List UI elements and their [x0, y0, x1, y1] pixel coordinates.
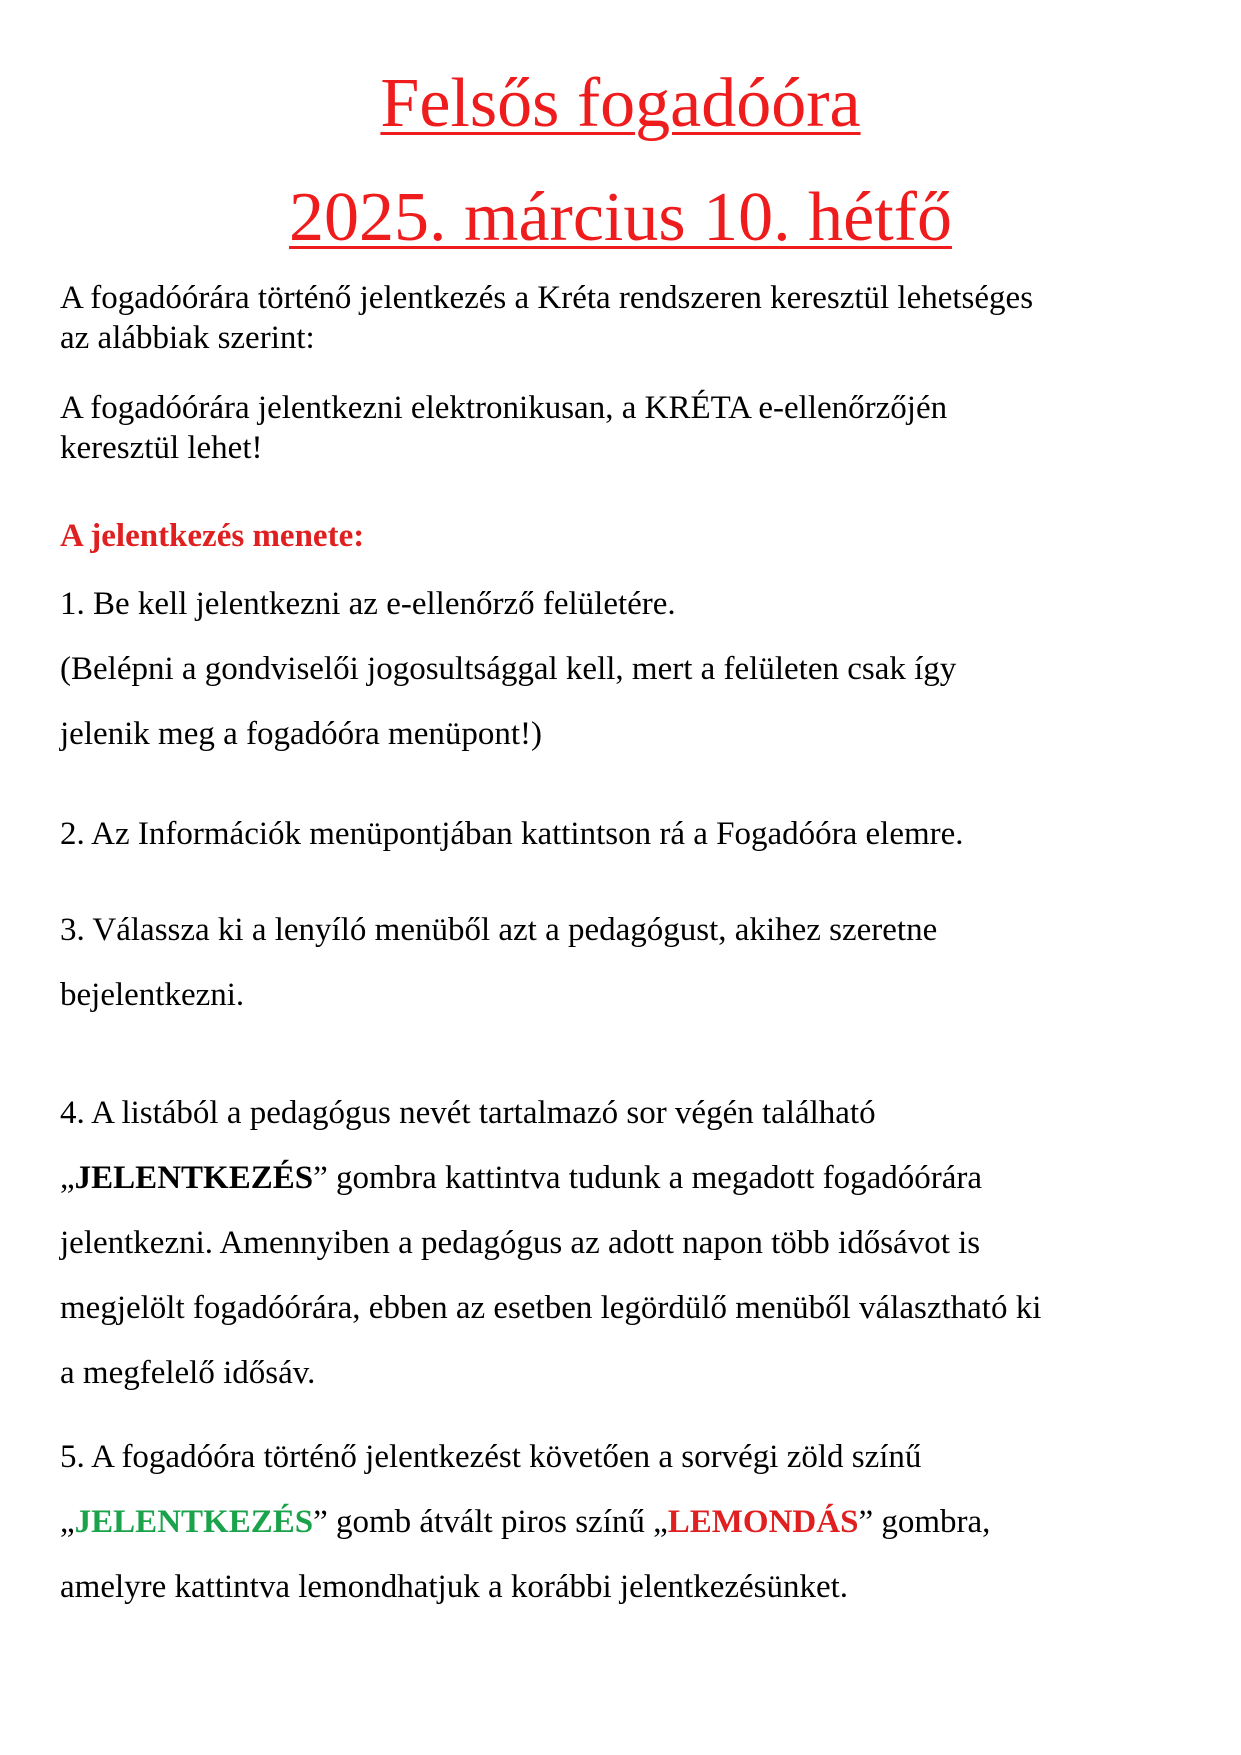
step-line: 1. Be kell jelentkezni az e-ellenőrző felületére.: [60, 586, 676, 622]
step-text: ” gomb átvált piros színű „: [313, 1504, 668, 1540]
step-line: 4. A listából a pedagógus nevét tartalmazó sor végén található: [60, 1095, 876, 1131]
intro-paragraph-2: [60, 388, 1190, 468]
step-text: ” gombra kattintva tudunk a megadott fogadóórára: [313, 1160, 983, 1196]
step-line: [60, 1146, 1190, 1211]
intro-line: az alábbiak szerint:: [60, 320, 315, 356]
step-3: [60, 898, 1190, 1028]
open-quote: „: [60, 1160, 75, 1196]
jelentkezes-green-label: JELENTKEZÉS: [74, 1504, 314, 1540]
step-line: amelyre kattintva lemondhatjuk a korábbi jelentkezésünket.: [60, 1569, 849, 1605]
page-title-text: Felsős fogadóóra: [380, 65, 861, 142]
section-heading: A jelentkezés menete:: [60, 518, 365, 554]
step-line: bejelentkezni.: [60, 977, 245, 1013]
intro-paragraph-1: [60, 278, 1190, 358]
step-line: 2. Az Információk menüpontjában kattintson rá a Fogadóóra elemre.: [60, 816, 964, 852]
step-text: ” gombra,: [858, 1504, 991, 1540]
step-2: [60, 802, 1190, 867]
event-date-text: 2025. március 10. hétfő: [289, 179, 952, 256]
intro-line: keresztül lehet!: [60, 430, 263, 466]
step-line: megjelölt fogadóórára, ebben az esetben legördülő menüből választható ki: [60, 1290, 1042, 1326]
step-5: [60, 1425, 1190, 1620]
lemondas-red-label: LEMONDÁS: [667, 1504, 859, 1540]
step-line: jelentkezni. Amennyiben a pedagógus az adott napon több idősávot is: [60, 1225, 981, 1261]
step-line: [60, 1490, 1190, 1555]
step-4: [60, 1081, 1190, 1406]
step-line: a megfelelő idősáv.: [60, 1355, 316, 1391]
jelentkezes-label: JELENTKEZÉS: [74, 1160, 314, 1196]
intro-line: A fogadóórára jelentkezni elektronikusan, a KRÉTA e-ellenőrzőjén: [60, 390, 948, 426]
step-line: 5. A fogadóóra történő jelentkezést követően a sorvégi zöld színű: [60, 1439, 922, 1475]
event-date: [0, 176, 1241, 260]
step-line: (Belépni a gondviselői jogosultsággal kell, mert a felületen csak így: [60, 651, 957, 687]
step-line: 3. Válassza ki a lenyíló menüből azt a pedagógust, akihez szeretne: [60, 912, 938, 948]
open-quote: „: [60, 1504, 75, 1540]
step-line: jelenik meg a fogadóóra menüpont!): [60, 716, 542, 752]
intro-line: A fogadóórára történő jelentkezés a Kréta rendszeren keresztül lehetséges: [60, 280, 1034, 316]
page-title: [0, 62, 1241, 146]
step-1: [60, 572, 1190, 767]
